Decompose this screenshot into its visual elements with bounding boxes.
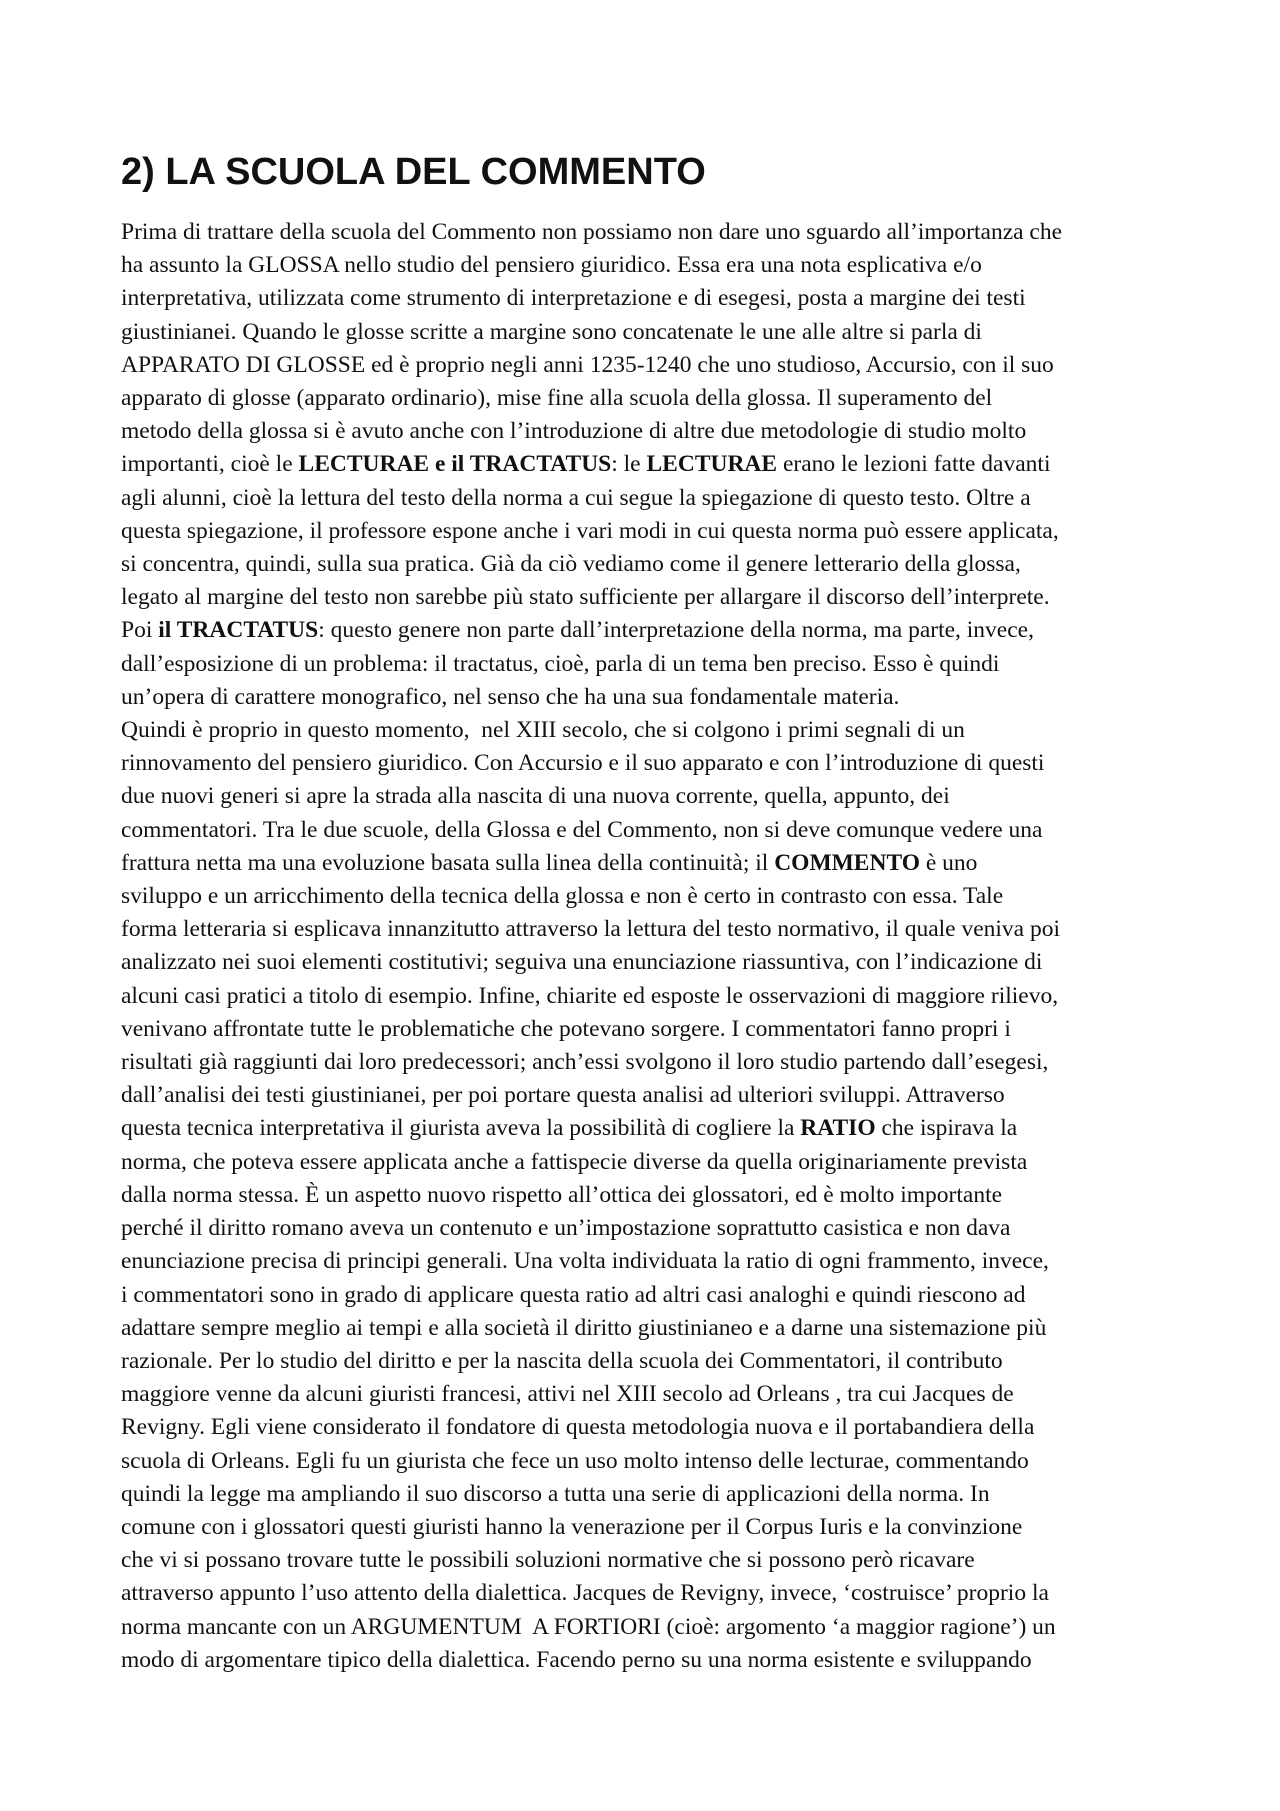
- text-line: rinnovamento del pensiero giuridico. Con Accursio e il suo apparato e con l’introduzione di questi: [121, 750, 1045, 777]
- text-line: enunciazione precisa di principi generali. Una volta individuata la ratio di ogni frammento, invece,: [121, 1248, 1049, 1275]
- text-run: è uno: [919, 849, 978, 876]
- text-line: dall’esposizione di un problema: il tractatus, cioè, parla di un tema ben preciso. Esso è quindi: [121, 650, 1000, 677]
- text-line: giustinianei. Quando le glosse scritte a margine sono concatenate le une alle altre si parla di: [121, 318, 982, 345]
- page-title: 2) LA SCUOLA DEL COMMENTO: [121, 151, 706, 193]
- text-line: metodo della glossa si è avuto anche con l’introduzione di altre due metodologie di studio molto: [121, 418, 1027, 445]
- text-line: interpretativa, utilizzata come strumento di interpretazione e di esegesi, posta a margine dei testi: [121, 285, 1026, 312]
- text-run: erano le lezioni fatte davanti: [777, 451, 1051, 478]
- text-line: norma, che poteva essere applicata anche a fattispecie diverse da quella originariamente prevista: [121, 1148, 1028, 1175]
- paragraph-intro: [121, 216, 1165, 714]
- text-line: risultati già raggiunti dai loro predecessori; anch’essi svolgono il loro studio partendo dall’esegesi,: [121, 1049, 1049, 1076]
- text-line: forma letteraria si esplicava innanzitutto attraverso la lettura del testo normativo, il quale veniva poi: [121, 916, 1061, 943]
- text-line: legato al margine del testo non sarebbe più stato sufficiente per allargare il discorso dell’interprete.: [121, 584, 1050, 611]
- text-line: norma mancante con un ARGUMENTUM A FORTIORI (cioè: argomento ‘a maggior ragione’) un: [121, 1613, 1056, 1640]
- text-line: dall’analisi dei testi giustinianei, per poi portare questa analisi ad ulteriori sviluppi. Attraverso: [121, 1082, 1005, 1109]
- text-line: APPARATO DI GLOSSE ed è proprio negli anni 1235-1240 che uno studioso, Accursio, con il suo: [121, 351, 1054, 378]
- text-line: [121, 1112, 1165, 1145]
- text-line: [121, 847, 1165, 880]
- document-page: [121, 150, 1165, 1677]
- text-run: frattura netta ma una evoluzione basata sulla linea della continuità; il: [121, 849, 775, 876]
- text-line: apparato di glosse (apparato ordinario), mise fine alla scuola della glossa. Il superamento del: [121, 385, 993, 412]
- text-line: questa spiegazione, il professore espone anche i vari modi in cui questa norma può essere applicata,: [121, 517, 1059, 544]
- text-line: attraverso appunto l’uso attento della dialettica. Jacques de Revigny, invece, ‘costruisce’ proprio la: [121, 1580, 1049, 1607]
- bold-term-ratio: RATIO: [800, 1115, 876, 1142]
- bold-term-lecturae: LECTURAE: [646, 451, 778, 478]
- text-line: modo di argomentare tipico della dialettica. Facendo perno su una norma esistente e sviluppando: [121, 1646, 1032, 1673]
- text-line: sviluppo e un arricchimento della tecnica della glossa e non è certo in contrasto con essa. Tale: [121, 883, 1004, 910]
- text-line: un’opera di carattere monografico, nel senso che ha una sua fondamentale materia.: [121, 683, 900, 710]
- text-line: ha assunto la GLOSSA nello studio del pensiero giuridico. Essa era una nota esplicativa e/o: [121, 252, 982, 279]
- text-line: che vi si possano trovare tutte le possibili soluzioni normative che si possono però ricavare: [121, 1547, 975, 1574]
- bold-term-tractatus: il TRACTATUS: [158, 617, 319, 644]
- text-run: che ispirava la: [875, 1115, 1018, 1142]
- text-line: adattare sempre meglio ai tempi e alla società il diritto giustinianeo e a darne una sistemazione più: [121, 1314, 1047, 1341]
- text-line: i commentatori sono in grado di applicare questa ratio ad altri casi analoghi e quindi riescono ad: [121, 1281, 1026, 1308]
- text-line: venivano affrontate tutte le problematiche che potevano sorgere. I commentatori fanno propri i: [121, 1015, 1011, 1042]
- text-line: commentatori. Tra le due scuole, della Glossa e del Commento, non si deve comunque vedere una: [121, 816, 1043, 843]
- text-run: : le: [611, 451, 647, 478]
- text-line: si concentra, quindi, sulla sua pratica. Già da ciò vediamo come il genere letterario della glossa,: [121, 551, 1021, 578]
- text-line: perché il diritto romano aveva un contenuto e un’impostazione soprattutto casistica e non dava: [121, 1215, 1011, 1242]
- text-line: alcuni casi pratici a titolo di esempio. Infine, chiarite ed esposte le osservazioni di maggiore rilievo,: [121, 982, 1059, 1009]
- text-run: importanti, cioè le: [121, 451, 299, 478]
- text-line: [121, 614, 1165, 647]
- bold-term-commento: COMMENTO: [774, 849, 920, 876]
- document-body: [121, 216, 1165, 1677]
- text-line: Quindi è proprio in questo momento, nel XIII secolo, che si colgono i primi segnali di un: [121, 717, 965, 744]
- text-line: maggiore venne da alcuni giuristi francesi, attivi nel XIII secolo ad Orleans , tra cui Jacques de: [121, 1381, 1014, 1408]
- bold-term-lecturae-tractatus: LECTURAE e il TRACTATUS: [298, 451, 612, 478]
- text-run: Poi: [121, 617, 159, 644]
- text-line: analizzato nei suoi elementi costitutivi; seguiva una enunciazione riassuntiva, con l’indicazione di: [121, 949, 1043, 976]
- text-line: quindi la legge ma ampliando il suo discorso a tutta una serie di applicazioni della norma. In: [121, 1480, 990, 1507]
- paragraph-commento: [121, 714, 1165, 1677]
- text-line: comune con i glossatori questi giuristi hanno la venerazione per il Corpus Iuris e la convinzione: [121, 1513, 1023, 1540]
- text-line: [121, 448, 1165, 481]
- text-line: Prima di trattare della scuola del Commento non possiamo non dare uno sguardo all’importanza che: [121, 219, 1063, 245]
- text-line: razionale. Per lo studio del diritto e per la nascita della scuola dei Commentatori, il contributo: [121, 1347, 1003, 1374]
- text-line: agli alunni, cioè la lettura del testo della norma a cui segue la spiegazione di questo testo. Oltre a: [121, 484, 1031, 511]
- text-line: dalla norma stessa. È un aspetto nuovo rispetto all’ottica dei glossatori, ed è molto importante: [121, 1181, 1003, 1208]
- text-line: due nuovi generi si apre la strada alla nascita di una nuova corrente, quella, appunto, dei: [121, 783, 950, 810]
- text-line: Revigny. Egli viene considerato il fondatore di questa metodologia nuova e il portabandiera della: [121, 1414, 1035, 1441]
- text-run: : questo genere non parte dall’interpretazione della norma, ma parte, invece,: [318, 617, 1034, 644]
- text-line: scuola di Orleans. Egli fu un giurista che fece un uso molto intenso delle lecturae, commentando: [121, 1447, 1029, 1474]
- text-run: questa tecnica interpretativa il giurista aveva la possibilità di cogliere la: [121, 1115, 801, 1142]
